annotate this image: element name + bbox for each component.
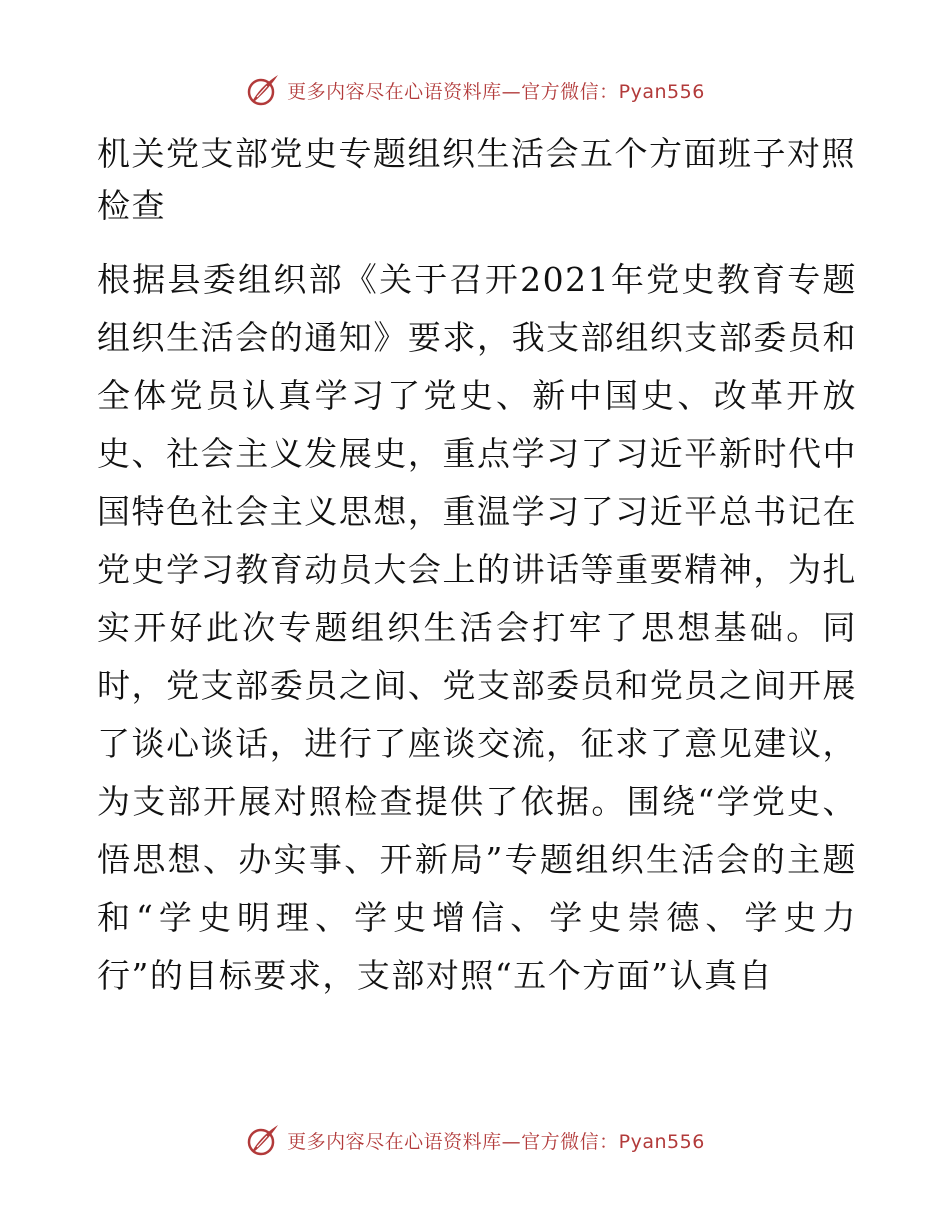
footer-banner-text: 更多内容尽在心语资料库—官方微信：Pyan556	[287, 1130, 705, 1153]
quill-pen-logo-icon	[245, 72, 281, 108]
quill-pen-logo-icon	[245, 1122, 281, 1158]
header-banner	[0, 70, 950, 110]
header-banner-text: 更多内容尽在心语资料库—官方微信：Pyan556	[287, 80, 705, 103]
document-title: 机关党支部党史专题组织生活会五个方面班子对照检查	[97, 134, 856, 225]
footer-banner	[0, 1120, 950, 1160]
document-body: 根据县委组织部《关于召开2021年党史教育专题组织生活会的通知》要求，我支部组织支部委员和全体党员认真学习了党史、新中国史、改革开放史、社会主义发展史，重点学习了习近平新时代中国特色社会主义思想，重温学习了习近平总书记在党史学习教育动员大会上的讲话等重要精神，为扎实开好此次专题组织生活会打牢了思想基础。同时，党支部委员之间、党支部委员和党员之间开展了谈心谈话，进行了座谈交流，征求了意见建议，为支部开展对照检查提供了依据。围绕“学党史、悟思想、办实事、开新局”专题组织生活会的主题和“学史明理、学史增信、学史崇德、学史力行”的目标要求，支部对照“五个方面”认真自	[97, 260, 857, 995]
